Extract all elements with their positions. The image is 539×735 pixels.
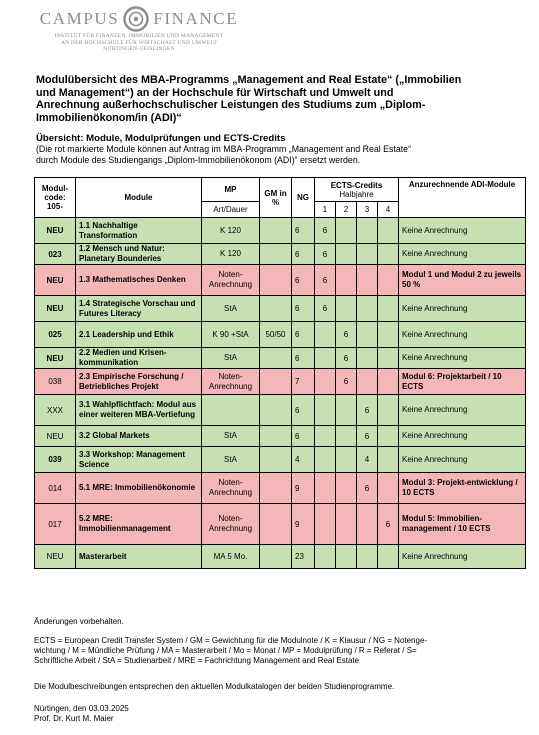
cell-semester-3 xyxy=(357,322,378,348)
cell-module: 5.1 MRE: Immobilienökonomie xyxy=(76,473,202,504)
title-line: Immobilienökonom/in (ADI)“ xyxy=(36,111,182,124)
cell-gm xyxy=(260,545,292,569)
cell-semester-2 xyxy=(336,218,357,244)
cell-code: 025 xyxy=(35,322,76,348)
cell-adi-module: Keine Anrechnung xyxy=(399,545,526,569)
cell-code: 017 xyxy=(35,504,76,545)
changes-note: Änderungen vorbehalten. xyxy=(34,617,124,626)
cell-adi-module: Modul 5: Immobilien-management / 10 ECTS xyxy=(399,504,526,545)
header-semester-4: 4 xyxy=(378,202,399,218)
cell-code: NEU xyxy=(35,545,76,569)
module-rows xyxy=(35,218,526,569)
cell-semester-4 xyxy=(378,322,399,348)
cell-mp: Noten-Anrechnung xyxy=(202,369,260,395)
cell-adi-module: Keine Anrechnung xyxy=(399,322,526,348)
cell-semester-1 xyxy=(315,473,336,504)
table-row xyxy=(35,244,526,265)
table-row xyxy=(35,218,526,244)
cell-code: XXX xyxy=(35,395,76,426)
header-semester-3: 3 xyxy=(357,202,378,218)
table-row xyxy=(35,447,526,473)
table-row xyxy=(35,426,526,447)
cell-semester-2 xyxy=(336,395,357,426)
header-ects-title: ECTS-Credits xyxy=(330,180,383,190)
cell-semester-4 xyxy=(378,348,399,369)
cell-gm: 50/50 xyxy=(260,322,292,348)
cell-semester-2 xyxy=(336,244,357,265)
cell-semester-2: 6 xyxy=(336,348,357,369)
cell-module: 3.2 Global Markets xyxy=(76,426,202,447)
cell-adi-module: Keine Anrechnung xyxy=(399,244,526,265)
cell-mp: MA 5 Mo. xyxy=(202,545,260,569)
cell-gm xyxy=(260,369,292,395)
cell-code: NEU xyxy=(35,348,76,369)
cell-semester-1 xyxy=(315,545,336,569)
section-heading: Übersicht: Module, Modulprüfungen und ECTS-Credits xyxy=(36,133,286,144)
cell-semester-3: 6 xyxy=(357,473,378,504)
cell-semester-1: 6 xyxy=(315,244,336,265)
logo-word-campus: CAMPUS xyxy=(39,9,120,28)
cell-semester-3 xyxy=(357,218,378,244)
cell-gm xyxy=(260,296,292,322)
cell-semester-3 xyxy=(357,545,378,569)
header-adi: Anzurechnende ADI-Module xyxy=(399,178,526,218)
header-module: Module xyxy=(76,178,202,218)
cell-semester-4 xyxy=(378,296,399,322)
header-mp-sub: Art/Dauer xyxy=(202,202,260,218)
cell-adi-module: Keine Anrechnung xyxy=(399,218,526,244)
cell-semester-3 xyxy=(357,296,378,322)
cell-semester-4 xyxy=(378,369,399,395)
cell-semester-3 xyxy=(357,244,378,265)
cell-module: 2.1 Leadership und Ethik xyxy=(76,322,202,348)
table-row xyxy=(35,322,526,348)
cell-module: 1.3 Mathematisches Denken xyxy=(76,265,202,296)
title-line: Modulübersicht des MBA-Programms „Management and Real Estate“ („Immobilien xyxy=(36,74,462,86)
cell-mp: StA xyxy=(202,426,260,447)
table-row xyxy=(35,369,526,395)
cell-ng: 6 xyxy=(292,296,315,322)
cell-semester-4 xyxy=(378,395,399,426)
intro-line: durch Module des Studiengangs „Diplom-Immobilienökonom (ADI)“ ersetzt werden. xyxy=(36,155,361,166)
cell-code: 039 xyxy=(35,447,76,473)
module-table xyxy=(34,177,526,569)
cell-adi-module: Modul 6: Projektarbeit / 10 ECTS xyxy=(399,369,526,395)
title-line: und Management“) an der Hochschule für Wirtschaft und Umwelt und xyxy=(36,86,394,99)
cell-module: 3.3 Workshop: Management Science xyxy=(76,447,202,473)
cell-code: NEU xyxy=(35,296,76,322)
logo-subtitle xyxy=(34,33,244,53)
cell-ng: 23 xyxy=(292,545,315,569)
header-semester-1: 1 xyxy=(315,202,336,218)
campus-finance-logo xyxy=(34,6,244,53)
document-title xyxy=(36,74,506,124)
cell-mp xyxy=(202,395,260,426)
cell-semester-4 xyxy=(378,473,399,504)
cell-semester-1 xyxy=(315,348,336,369)
title-line: Anrechnung außerhochschulischer Leistungen des Studiums zum „Diplom- xyxy=(36,99,426,112)
cell-semester-1 xyxy=(315,395,336,426)
cell-module: 1.1 Nachhaltige Transformation xyxy=(76,218,202,244)
table-row xyxy=(35,265,526,296)
cell-adi-module: Modul 3: Projekt-entwicklung / 10 ECTS xyxy=(399,473,526,504)
table-row xyxy=(35,296,526,322)
table-row xyxy=(35,348,526,369)
cell-module: 5.2 MRE: Immobilienmanagement xyxy=(76,504,202,545)
cell-semester-2 xyxy=(336,296,357,322)
cell-ng: 6 xyxy=(292,218,315,244)
cell-ng: 6 xyxy=(292,426,315,447)
cell-semester-2: 6 xyxy=(336,322,357,348)
cell-ng: 6 xyxy=(292,322,315,348)
cell-gm xyxy=(260,504,292,545)
cell-semester-1 xyxy=(315,322,336,348)
legend-line: wichtung / M = Mündliche Prüfung / MA = Masterarbeit / Mo = Monat / MP = Modulprüfung / R = Referat / S= xyxy=(34,646,417,655)
cell-module: 2.2 Medien und Krisen-kommunikation xyxy=(76,348,202,369)
cell-semester-2: 6 xyxy=(336,369,357,395)
cell-gm xyxy=(260,265,292,296)
header-ects xyxy=(315,178,399,202)
header-code: Modul-code: 105- xyxy=(35,178,76,218)
cell-gm xyxy=(260,218,292,244)
cell-semester-2 xyxy=(336,545,357,569)
cell-module: 1.4 Strategische Vorschau und Futures Literacy xyxy=(76,296,202,322)
cell-code: NEU xyxy=(35,426,76,447)
cell-semester-2 xyxy=(336,426,357,447)
logo-word-finance: FINANCE xyxy=(153,9,239,28)
cell-semester-1 xyxy=(315,426,336,447)
cell-module: 2.3 Empirische Forschung / Betriebliches Projekt xyxy=(76,369,202,395)
cell-ng: 6 xyxy=(292,244,315,265)
cell-semester-4 xyxy=(378,426,399,447)
cell-mp: Noten-Anrechnung xyxy=(202,265,260,296)
cell-gm xyxy=(260,426,292,447)
cell-semester-4 xyxy=(378,265,399,296)
cell-code: 023 xyxy=(35,244,76,265)
cell-mp: StA xyxy=(202,296,260,322)
cell-ng: 9 xyxy=(292,504,315,545)
table-row xyxy=(35,545,526,569)
cell-gm xyxy=(260,473,292,504)
cell-ng: 6 xyxy=(292,265,315,296)
cell-semester-4 xyxy=(378,218,399,244)
table-row xyxy=(35,395,526,426)
legend-line: Schriftliche Arbeit / StA = Studienarbeit / MRE = Fachrichtung Management and Real Estate xyxy=(34,656,360,665)
cell-mp: Noten-Anrechnung xyxy=(202,504,260,545)
cell-semester-2 xyxy=(336,473,357,504)
cell-semester-1: 6 xyxy=(315,218,336,244)
cell-adi-module: Keine Anrechnung xyxy=(399,296,526,322)
cell-semester-3 xyxy=(357,265,378,296)
cell-ng: 6 xyxy=(292,348,315,369)
cell-ng: 9 xyxy=(292,473,315,504)
cell-semester-4 xyxy=(378,244,399,265)
cell-adi-module: Keine Anrechnung xyxy=(399,426,526,447)
cell-gm xyxy=(260,348,292,369)
cell-semester-1 xyxy=(315,447,336,473)
cell-gm xyxy=(260,447,292,473)
cell-module: Masterarbeit xyxy=(76,545,202,569)
cell-semester-3: 4 xyxy=(357,447,378,473)
cell-semester-4: 6 xyxy=(378,504,399,545)
cell-semester-1 xyxy=(315,369,336,395)
cell-code: 038 xyxy=(35,369,76,395)
cell-semester-4 xyxy=(378,545,399,569)
cell-module: 1.2 Mensch und Natur: Planetary Bounderies xyxy=(76,244,202,265)
cell-module: 3.1 Wahlpflichtfach: Modul aus einer weiteren MBA-Vertiefung xyxy=(76,395,202,426)
cell-semester-1: 6 xyxy=(315,265,336,296)
cell-gm xyxy=(260,244,292,265)
cell-adi-module: Keine Anrechnung xyxy=(399,395,526,426)
closing-statement: Die Modulbeschreibungen entsprechen den aktuellen Modulkatalogen der beiden Studienprogramme. xyxy=(34,682,395,691)
header-ects-sub: Halbjahre xyxy=(339,189,374,199)
header-gm: GM in % xyxy=(260,178,292,218)
cell-semester-3 xyxy=(357,348,378,369)
cell-mp: K 90 +StA xyxy=(202,322,260,348)
cell-mp: StA xyxy=(202,447,260,473)
abbreviation-legend xyxy=(34,636,514,666)
intro-line: (Die rot markierte Module können auf Antrag im MBA-Programm „Management and Real Estate“ xyxy=(36,144,412,154)
intro-text xyxy=(36,144,506,166)
cell-gm xyxy=(260,395,292,426)
cell-adi-module: Keine Anrechnung xyxy=(399,348,526,369)
cell-mp: K 120 xyxy=(202,218,260,244)
cell-adi-module: Keine Anrechnung xyxy=(399,447,526,473)
logo-emblem-icon xyxy=(123,6,149,32)
cell-code: 014 xyxy=(35,473,76,504)
header-ng: NG xyxy=(292,178,315,218)
cell-semester-3: 6 xyxy=(357,426,378,447)
table-row xyxy=(35,473,526,504)
cell-semester-3: 6 xyxy=(357,395,378,426)
cell-ng: 7 xyxy=(292,369,315,395)
header-mp: MP xyxy=(202,178,260,202)
cell-semester-3 xyxy=(357,369,378,395)
legend-line: ECTS = European Credit Transfer System / GM = Gewichtung für die Modulnote / K = Klausur / NG = Notenge- xyxy=(34,636,428,645)
table-row xyxy=(35,504,526,545)
cell-mp: StA xyxy=(202,348,260,369)
signer-name: Prof. Dr. Kurt M. Maier xyxy=(34,714,114,723)
cell-semester-1: 6 xyxy=(315,296,336,322)
cell-ng: 6 xyxy=(292,395,315,426)
cell-semester-2 xyxy=(336,504,357,545)
cell-semester-3 xyxy=(357,504,378,545)
logo-subtitle-line: INSTITUT FÜR FINANZEN, IMMOBILIEN UND MANAGEMENT xyxy=(54,33,224,39)
cell-semester-4 xyxy=(378,447,399,473)
cell-code: NEU xyxy=(35,265,76,296)
cell-ng: 4 xyxy=(292,447,315,473)
logo-subtitle-line: AN DER HOCHSCHULE FÜR WIRTSCHAFT UND UMWELT xyxy=(60,39,218,46)
header-semester-2: 2 xyxy=(336,202,357,218)
cell-adi-module: Modul 1 und Modul 2 zu jeweils 50 % xyxy=(399,265,526,296)
cell-semester-2 xyxy=(336,265,357,296)
place-date: Nürtingen, den 03.03.2025 xyxy=(34,704,129,713)
cell-semester-2 xyxy=(336,447,357,473)
logo-subtitle-line: NÜRTINGEN-GEISLINGEN xyxy=(103,46,175,53)
cell-mp: Noten-Anrechnung xyxy=(202,473,260,504)
cell-mp: K 120 xyxy=(202,244,260,265)
cell-semester-1 xyxy=(315,504,336,545)
cell-code: NEU xyxy=(35,218,76,244)
